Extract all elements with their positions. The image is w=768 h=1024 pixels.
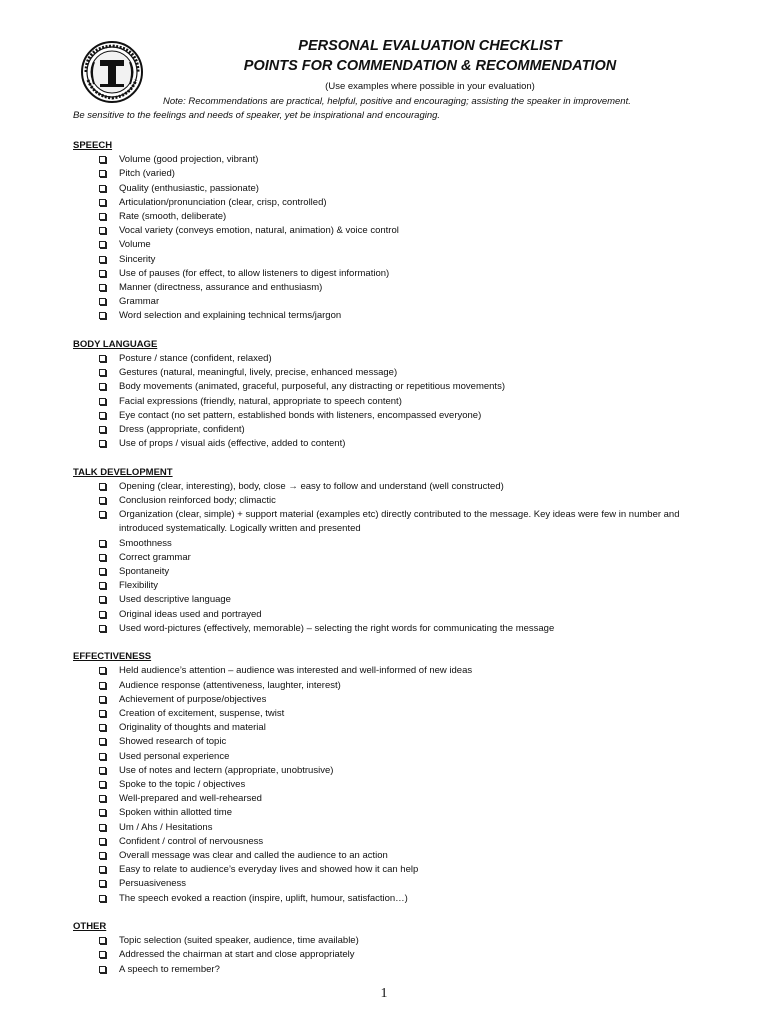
checklist-item-label: The speech evoked a reaction (inspire, uplift, humour, satisfaction…)	[119, 892, 408, 904]
checklist-item-label: A speech to remember?	[119, 963, 220, 975]
toastmasters-logo	[80, 40, 144, 104]
checkbox-icon[interactable]	[99, 270, 106, 277]
checklist-item-label: Flexibility	[119, 580, 159, 592]
checklist-item-label: Facial expressions (friendly, natural, appropriate to speech content)	[119, 395, 402, 407]
checkbox-icon[interactable]	[99, 213, 106, 220]
checklist-item	[73, 565, 713, 579]
checklist-item	[73, 735, 713, 749]
checklist-item-label: Rate (smooth, deliberate)	[119, 211, 227, 222]
checklist-item	[73, 835, 713, 849]
checklist-item	[73, 153, 713, 167]
checklist-item	[73, 395, 713, 409]
checklist-item	[73, 764, 713, 778]
checklist-item-label: Creation of excitement, suspense, twist	[119, 708, 285, 720]
checklist-item-label: Volume (good projection, vibrant)	[119, 154, 259, 166]
section-other	[73, 920, 713, 977]
section-body-language	[73, 338, 713, 452]
checklist-item	[73, 494, 713, 508]
section-heading: EFFECTIVENESS	[73, 651, 152, 663]
checklist-item-label: Used personal experience	[119, 750, 230, 762]
checklist-item	[73, 806, 713, 820]
checklist-item-label: Um / Ahs / Hesitations	[119, 821, 213, 833]
checkbox-icon[interactable]	[99, 880, 106, 887]
checklist-item-label: Used word-pictures (effectively, memorable) – selecting the right words for communicating the message	[119, 622, 555, 634]
checkbox-icon[interactable]	[99, 355, 106, 362]
checklist-item	[73, 579, 713, 593]
checklist-item-label: Body movements (animated, graceful, purposeful, any distracting or repetitious movements)	[119, 381, 505, 393]
checklist-item	[73, 963, 713, 977]
checklist-item	[73, 196, 713, 210]
checklist-item-label: Opening (clear, interesting), body, close → easy to follow and understand (well constructed)	[119, 480, 504, 492]
checkbox-icon[interactable]	[99, 312, 106, 319]
checklist-item-label: Easy to relate to audience’s everyday lives and showed how it can help	[119, 864, 419, 876]
checkbox-icon[interactable]	[99, 667, 106, 674]
checklist-item-label: Pitch (varied)	[119, 168, 175, 180]
checklist-item	[73, 281, 713, 295]
checklist-item-label: Originality of thoughts and material	[119, 722, 266, 734]
checkbox-icon[interactable]	[99, 554, 106, 561]
checklist-item	[73, 934, 713, 948]
section-speech	[73, 139, 713, 324]
checklist	[73, 934, 713, 977]
checklist-item-label: Achievement of purpose/objectives	[119, 693, 267, 705]
checkbox-icon[interactable]	[99, 710, 106, 717]
checkbox-icon[interactable]	[99, 809, 106, 816]
checklist-item	[73, 863, 713, 877]
checklist-item-label: Posture / stance (confident, relaxed)	[119, 353, 272, 364]
document-title: PERSONAL EVALUATION CHECKLIST	[298, 38, 562, 54]
checkbox-icon[interactable]	[99, 284, 106, 291]
checklist-item	[73, 480, 713, 494]
checklist-item-label: Correct grammar	[119, 551, 191, 563]
checkbox-icon[interactable]	[99, 611, 106, 618]
checklist-item	[73, 352, 713, 366]
checklist-item-label: Vocal variety (conveys emotion, natural, animation) & voice control	[119, 225, 399, 237]
checklist-item	[73, 409, 713, 423]
toastmasters-emblem-icon	[80, 40, 144, 104]
checkbox-icon[interactable]	[99, 682, 106, 689]
checklist-item-label: Conclusion reinforced body; climactic	[119, 495, 276, 506]
checklist-item-label: Held audience’s attention – audience was interested and well-informed of new ideas	[119, 665, 473, 677]
checklist-item	[73, 608, 713, 622]
checklist-item	[73, 380, 713, 394]
checklist-item-label: Quality (enthusiastic, passionate)	[119, 182, 259, 194]
checkbox-icon[interactable]	[99, 767, 106, 774]
checkbox-icon[interactable]	[99, 199, 106, 206]
checkbox-icon[interactable]	[99, 738, 106, 745]
checklist-item	[73, 537, 713, 551]
checkbox-icon[interactable]	[99, 568, 106, 575]
checklist-item-label: Addressed the chairman at start and close appropriately	[119, 949, 355, 961]
checkbox-icon[interactable]	[99, 483, 106, 490]
checklist-item-label: Spoke to the topic / objectives	[119, 779, 246, 791]
checklist-item-label: Use of pauses (for effect, to allow listeners to digest information)	[119, 267, 390, 279]
checklist-item	[73, 622, 713, 636]
checklist-item	[73, 210, 713, 224]
checklist-item-label: Use of props / visual aids (effective, added to content)	[119, 438, 346, 450]
checklist-item	[73, 679, 713, 693]
checklist	[73, 664, 713, 905]
checklist-item-label: Confident / control of nervousness	[119, 835, 264, 847]
checklist-item	[73, 309, 713, 323]
checklist-item	[73, 295, 713, 309]
checklist-item-label: Showed research of topic	[119, 736, 227, 748]
checkbox-icon[interactable]	[99, 951, 106, 958]
section-heading: TALK DEVELOPMENT	[73, 466, 173, 478]
section-talk-development	[73, 466, 713, 636]
checklist-item-label: Well-prepared and well-rehearsed	[119, 793, 262, 805]
checklist-item	[73, 167, 713, 181]
checklist-item	[73, 792, 713, 806]
instruction-text: (Use examples where possible in your evaluation)	[325, 81, 535, 92]
checklist-item	[73, 551, 713, 565]
checkbox-icon[interactable]	[99, 497, 106, 504]
checklist-item-label: Audience response (attentiveness, laughter, interest)	[119, 679, 341, 691]
checklist-item	[73, 267, 713, 281]
checkbox-icon[interactable]	[99, 426, 106, 433]
checklist-item	[73, 253, 713, 267]
checklist-item	[73, 821, 713, 835]
checkbox-icon[interactable]	[99, 227, 106, 234]
checkbox-icon[interactable]	[99, 170, 106, 177]
checklist-item-label: Used descriptive language	[119, 594, 231, 606]
checklist	[73, 153, 713, 323]
checklist-item	[73, 224, 713, 238]
checkbox-icon[interactable]	[99, 241, 106, 248]
checklist	[73, 352, 713, 451]
checklist-item	[73, 593, 713, 607]
checkbox-icon[interactable]	[99, 966, 106, 973]
checklist-sections	[73, 139, 713, 991]
checkbox-icon[interactable]	[99, 838, 106, 845]
checklist-item	[73, 423, 713, 437]
checkbox-icon[interactable]	[99, 753, 106, 760]
checklist-item-label: Manner (directness, assurance and enthusiasm)	[119, 282, 323, 294]
checkbox-icon[interactable]	[99, 937, 106, 944]
checklist-item-label: Organization (clear, simple) + support material (examples etc) directly contributed to the message. Key ideas were few in number and introduced systematically. Logically written and presented	[119, 509, 680, 535]
note-line-1: Note: Recommendations are practical, helpful, positive and encouraging; assisting the speaker in improvement.	[163, 96, 631, 107]
section-heading: SPEECH	[73, 140, 113, 151]
checkbox-icon[interactable]	[99, 895, 106, 902]
checklist-item-label: Articulation/pronunciation (clear, crisp, controlled)	[119, 196, 327, 208]
checkbox-icon[interactable]	[99, 412, 106, 419]
checkbox-icon[interactable]	[99, 156, 106, 163]
checklist-item	[73, 750, 713, 764]
checklist-item-label: Persuasiveness	[119, 878, 187, 890]
checkbox-icon[interactable]	[99, 625, 106, 632]
checklist-item	[73, 849, 713, 863]
checklist-item-label: Volume	[119, 239, 151, 251]
checklist-item	[73, 948, 713, 962]
checkbox-icon[interactable]	[99, 582, 106, 589]
checkbox-icon[interactable]	[99, 398, 106, 405]
checkbox-icon[interactable]	[99, 511, 106, 518]
checkbox-icon[interactable]	[99, 824, 106, 831]
checklist-item-label: Smoothness	[119, 537, 172, 549]
checkbox-icon[interactable]	[99, 724, 106, 731]
checkbox-icon[interactable]	[99, 369, 106, 376]
checklist-item-label: Sincerity	[119, 253, 156, 265]
checklist-item	[73, 707, 713, 721]
checklist-item	[73, 778, 713, 792]
checkbox-icon[interactable]	[99, 256, 106, 263]
checklist-item	[73, 877, 713, 891]
checkbox-icon[interactable]	[99, 298, 106, 305]
page-number: 1	[380, 986, 388, 1001]
checklist-item-label: Dress (appropriate, confident)	[119, 424, 245, 436]
checkbox-icon[interactable]	[99, 781, 106, 788]
checkbox-icon[interactable]	[99, 852, 106, 859]
checkbox-icon[interactable]	[99, 440, 106, 447]
checklist-item	[73, 437, 713, 451]
checkbox-icon[interactable]	[99, 185, 106, 192]
section-effectiveness	[73, 650, 713, 906]
checkbox-icon[interactable]	[99, 540, 106, 547]
checkbox-icon[interactable]	[99, 696, 106, 703]
checklist-item-label: Gestures (natural, meaningful, lively, precise, enhanced message)	[119, 367, 398, 379]
checklist-item-label: Eye contact (no set pattern, established bonds with listeners, encompassed everyone)	[119, 409, 482, 421]
checklist-item-label: Overall message was clear and called the audience to an action	[119, 850, 388, 862]
checklist-item-label: Spontaneity	[119, 566, 170, 578]
checklist	[73, 480, 713, 636]
checklist-item	[73, 238, 713, 252]
checkbox-icon[interactable]	[99, 383, 106, 390]
checklist-item	[73, 508, 713, 536]
note-line-2: Be sensitive to the feelings and needs of speaker, yet be inspirational and encouraging.	[73, 110, 441, 121]
section-heading: BODY LANGUAGE	[73, 338, 158, 350]
document-subtitle: POINTS FOR COMMENDATION & RECOMMENDATION	[243, 58, 617, 74]
checklist-item-label: Use of notes and lectern (appropriate, unobtrusive)	[119, 764, 334, 776]
checklist-item	[73, 693, 713, 707]
checklist-item-label: Word selection and explaining technical terms/jargon	[119, 310, 342, 322]
checkbox-icon[interactable]	[99, 866, 106, 873]
checklist-item	[73, 721, 713, 735]
checklist-item-label: Grammar	[119, 296, 160, 308]
checkbox-icon[interactable]	[99, 596, 106, 603]
checklist-item	[73, 182, 713, 196]
checklist-item	[73, 664, 713, 678]
checklist-item-label: Spoken within allotted time	[119, 807, 233, 819]
checklist-item-label: Topic selection (suited speaker, audience, time available)	[119, 935, 359, 947]
checklist-item	[73, 366, 713, 380]
checkbox-icon[interactable]	[99, 795, 106, 802]
checklist-item	[73, 892, 713, 906]
checklist-item-label: Original ideas used and portrayed	[119, 608, 262, 620]
section-heading: OTHER	[73, 921, 107, 933]
